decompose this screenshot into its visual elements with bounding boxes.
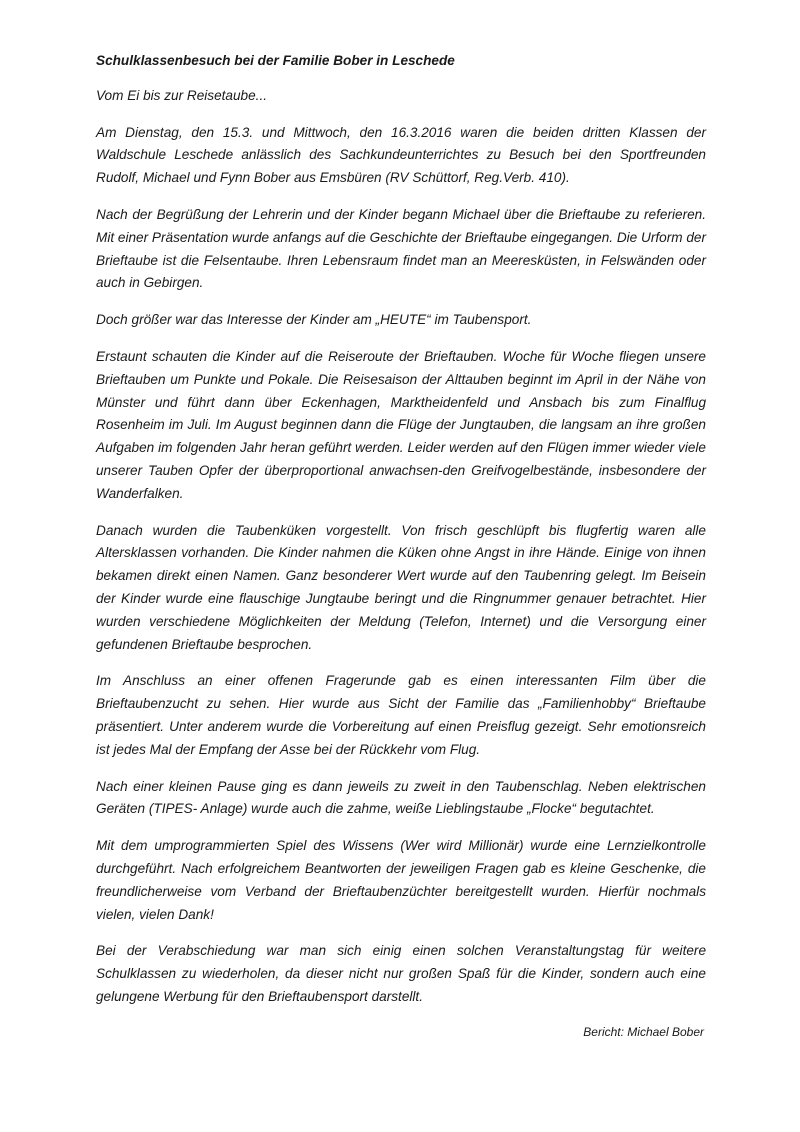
paragraph-travel-route: Erstaunt schauten die Kinder auf die Reiseroute der Brieftauben. Woche für Woche fliegen unsere Brieftauben um Punkte und Pokale. Die Reisesaison der Alttauben beginnt im April in der Nähe von Münster und führt dann über Eckenhagen, Marktheidenfeld und Ansbach bis zum Finalflug Rosenheim im Juli. Im August beginnen dann die Flüge der Jungtauben, die langsam an ihre großen Aufgaben im folgenden Jahr heran geführt werden. Leider werden auf den Flügen immer wieder viele unserer Tauben Opfer der überproportional anwachsen-den Greifvogelbestände, insbesondere der Wanderfalken. <box>96 348 706 501</box>
paragraph-quiz: Mit dem umprogrammierten Spiel des Wissens (Wer wird Millionär) wurde eine Lernzielkontrolle durchgeführt. Nach erfolgreichem Beantworten der jeweiligen Fragen gab es kleine Geschenke, die freundlicherweise vom Verband der Brieftaubenzüchter bereitgestellt wurden. Hierfür nochmals vielen, vielen Dank! <box>96 838 706 922</box>
report-signature: Bericht: Michael Bober <box>583 1024 704 1039</box>
paragraph-presentation: Nach der Begrüßung der Lehrerin und der Kinder begann Michael über die Brieftaube zu referieren. Mit einer Präsentation wurde anfangs auf die Geschichte der Brieftaube eingegangen. Die Urform der Brieftaube ist die Felsentaube. Ihren Lebensraum findet man an Meeresküsten, in Felswänden oder auch in Gebirgen. <box>96 206 706 291</box>
paragraph-interest: Doch größer war das Interesse der Kinder am „HEUTE“ im Taubensport. <box>96 312 532 328</box>
document-title: Schulklassenbesuch bei der Familie Bober in Leschede <box>96 53 455 68</box>
paragraph-chicks: Danach wurden die Taubenküken vorgestellt. Von frisch geschlüpft bis flugfertig waren alle Altersklassen vorhanden. Die Kinder nahmen die Küken ohne Angst in ihre Hände. Einige von ihnen bekamen direkt einen Namen. Ganz besonderer Wert wurde auf den Taubenring gelegt. Im Beisein der Kinder wurde eine flauschige Jungtaube beringt und die Ringnummer genauer betrachtet. Hier wurden verschiedene Möglichkeiten der Meldung (Telefon, Internet) und die Versorgung einer gefundenen Brieftaube besprochen. <box>96 522 706 652</box>
paragraph-film: Im Anschluss an einer offenen Fragerunde gab es einen interessanten Film über die Brieftaubenzucht zu sehen. Hier wurde aus Sicht der Familie das „Familienhobby“ Brieftaube präsentiert. Unter anderem wurde die Vorbereitung auf einen Preisflug gezeigt. Sehr emotionsreich ist jedes Mal der Empfang der Asse bei der Rückkehr vom Flug. <box>96 673 706 757</box>
paragraph-loft-visit: Nach einer kleinen Pause ging es dann jeweils zu zweit in den Taubenschlag. Neben elektrischen Geräten (TIPES- Anlage) wurde auch die zahme, weiße Lieblingstaube „Flocke“ begutachtet. <box>96 778 706 817</box>
document-subtitle: Vom Ei bis zur Reisetaube... <box>96 87 268 103</box>
document-page <box>96 50 706 1043</box>
paragraph-farewell: Bei der Verabschiedung war man sich einig einen solchen Veranstaltungstag für weitere Schulklassen zu wiederholen, da dieser nicht nur großen Spaß für die Kinder, sondern auch eine gelungene Werbung für den Brieftaubensport darstellt. <box>96 943 706 1004</box>
paragraph-visit-date: Am Dienstag, den 15.3. und Mittwoch, den 16.3.2016 waren die beiden dritten Klassen der Waldschule Leschede anlässlich des Sachkundeunterrichtes zu Besuch bei den Sportfreunden Rudolf, Michael und Fynn Bober aus Emsbüren (RV Schüttorf, Reg.Verb. 410). <box>96 124 706 186</box>
